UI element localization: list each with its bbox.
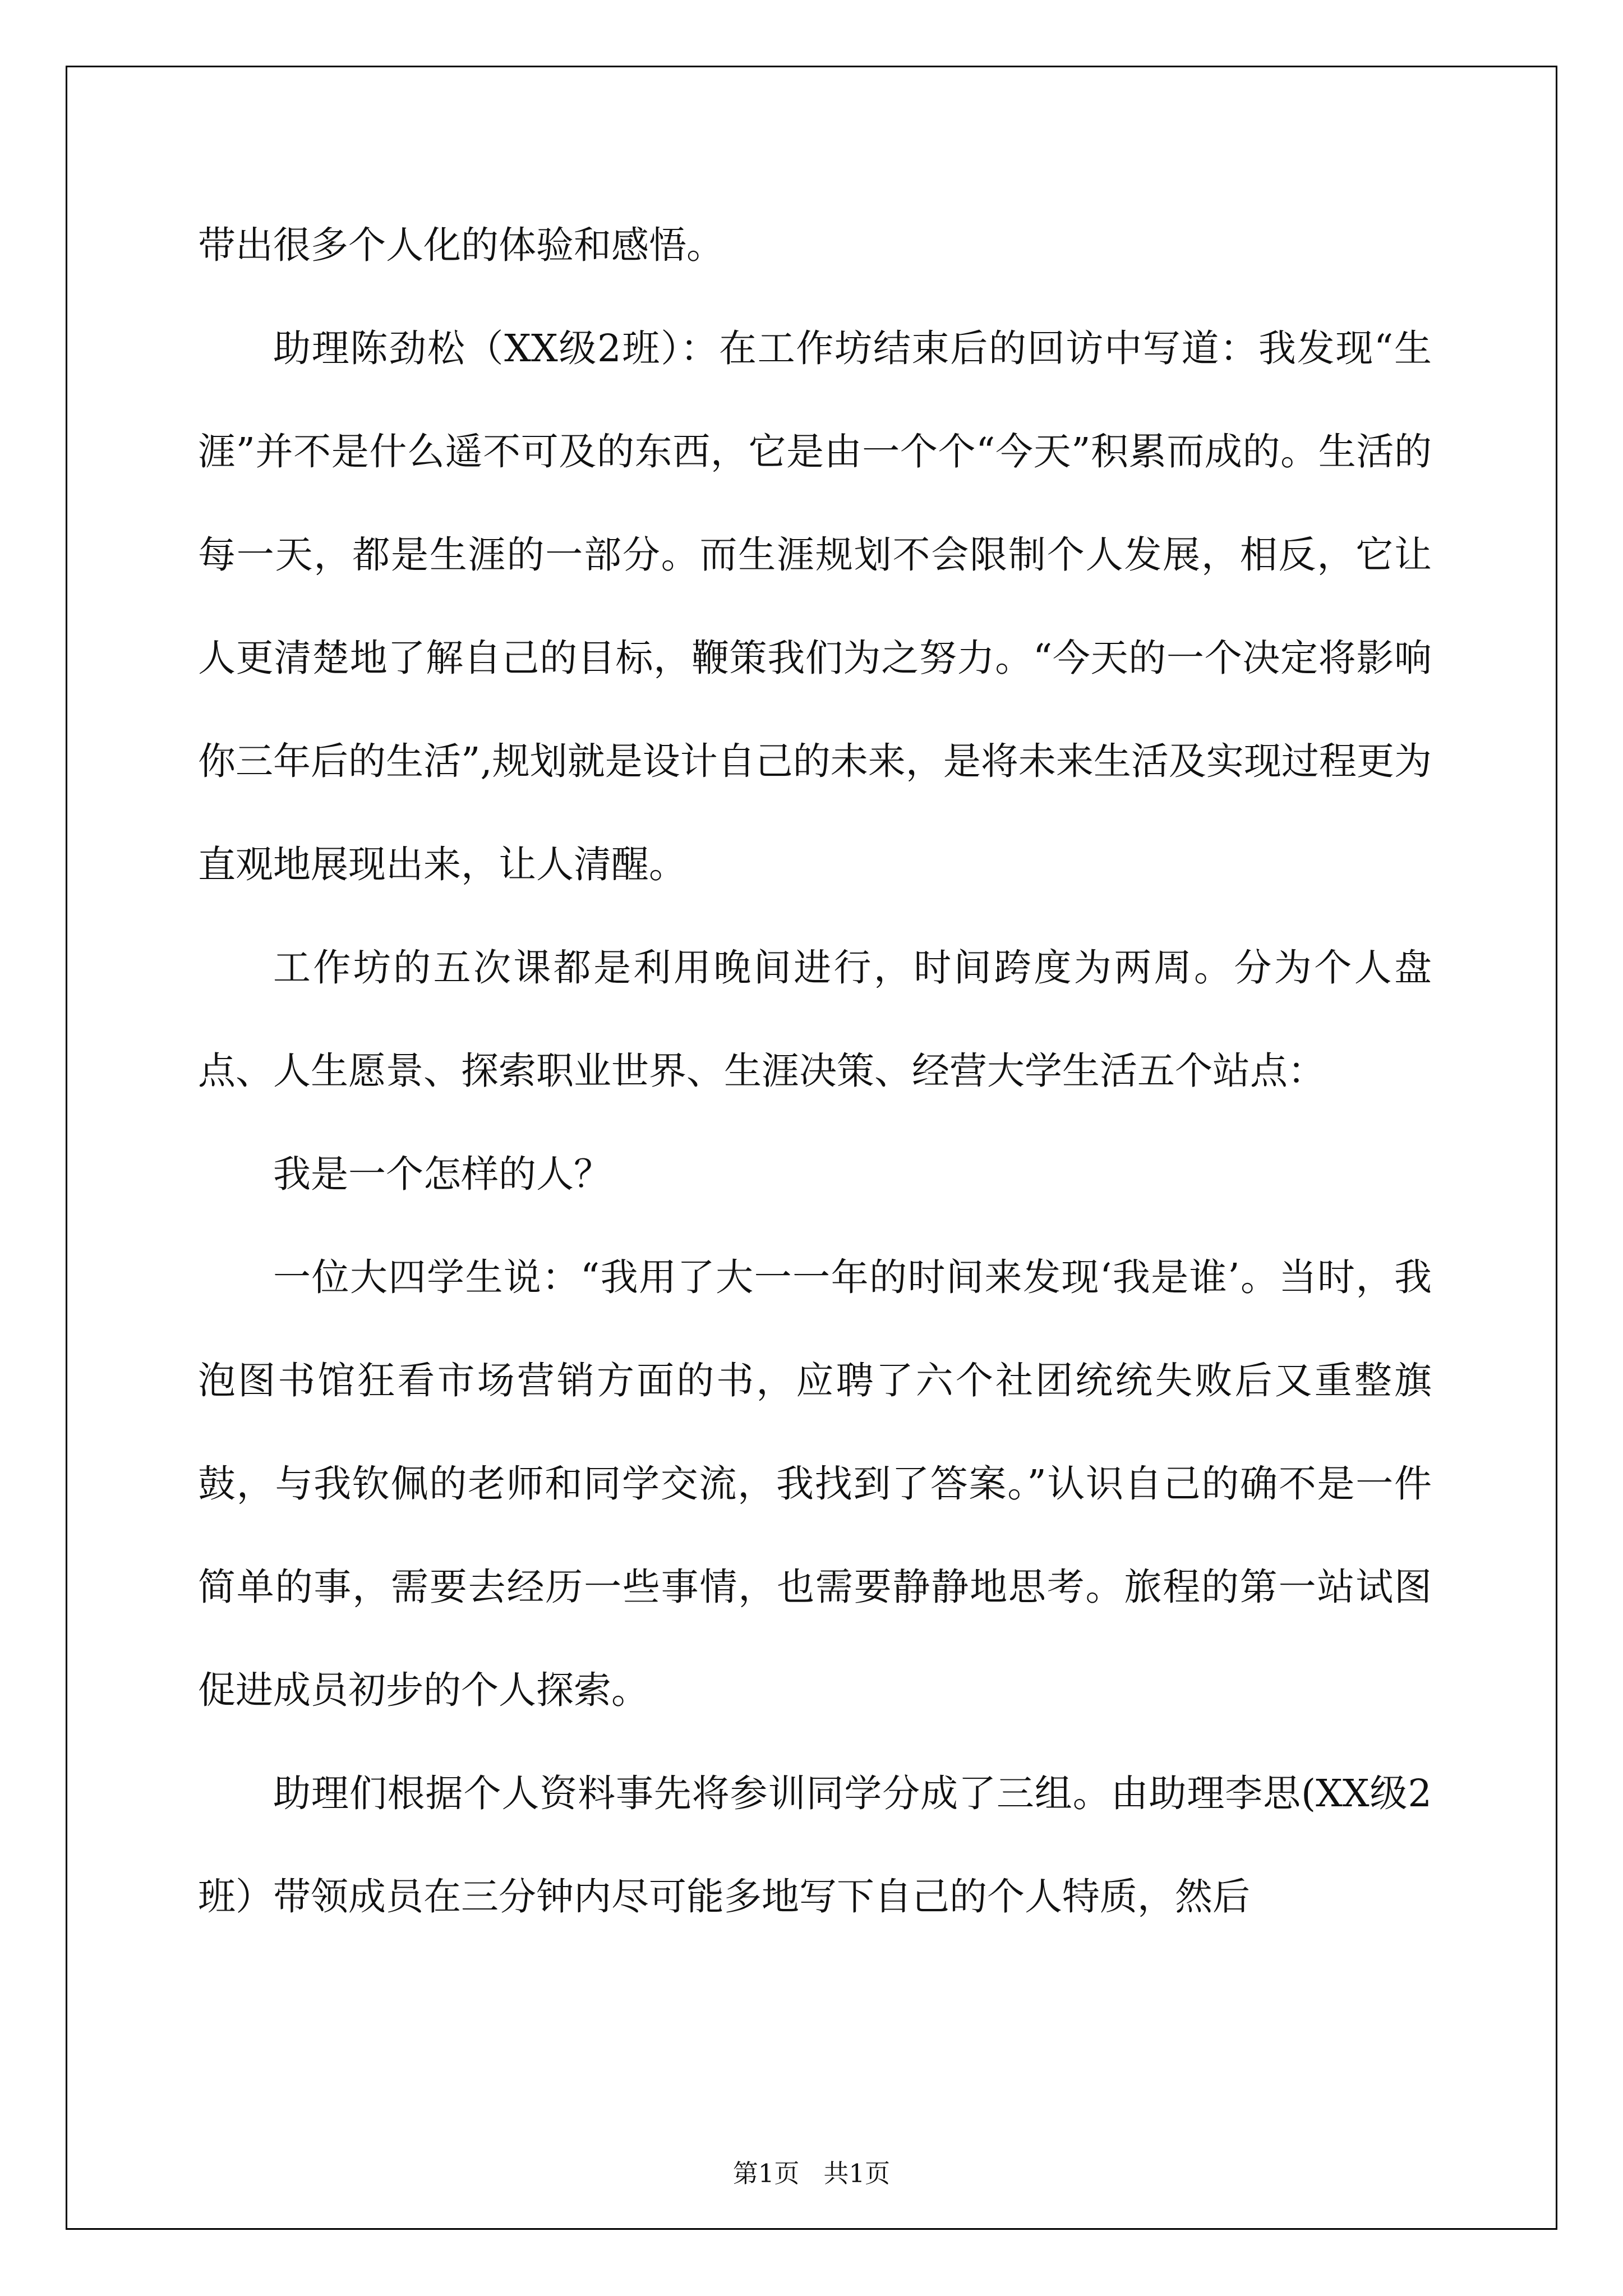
paragraph-1: 带出很多个人化的体验和感悟。 [198, 223, 724, 267]
paragraph-6: 助理们根据个人资料事先将参训同学分成了三组。由助理李思(XX级2班）带领成员在三分钟内尽可能多地写下自己的个人特质，然后 [198, 1772, 1432, 1918]
paragraph-2: 助理陈劲松（XX级2班）：在工作坊结束后的回访中写道：我发现“生涯”并不是什么遥不可及的东西，它是由一个个“今天”积累而成的。生活的每一天，都是生涯的一部分。而生涯规划不会限制个人发展，相反，它让人更清楚地了解自己的目标，鞭策我们为之努力。“今天的一个决定将影响你三年后的生活”,规划就是设计自己的未来，是将未来生活及实现过程更为直观地展现出来，让人清醒。 [198, 326, 1432, 886]
paragraph-4: 我是一个怎样的人？ [273, 1152, 611, 1196]
document-body [198, 194, 1432, 1948]
page-number: 第1页 [732, 2159, 800, 2188]
paragraph-3: 工作坊的五次课都是利用晚间进行，时间跨度为两周。分为个人盘点、人生愿景、探索职业世界、生涯决策、经营大学生活五个站点： [198, 946, 1432, 1093]
paragraph-5: 一位大四学生说：“我用了大一一年的时间来发现‘我是谁’。当时，我泡图书馆狂看市场营销方面的书，应聘了六个社团统统失败后又重整旗鼓，与我钦佩的老师和同学交流，我找到了答案。”认识自己的确不是一件简单的事，需要去经历一些事情，也需要静静地思考。旅程的第一站试图促进成员初步的个人探索。 [198, 1255, 1432, 1712]
page-total: 共1页 [823, 2159, 891, 2188]
page-footer [0, 2153, 1623, 2189]
